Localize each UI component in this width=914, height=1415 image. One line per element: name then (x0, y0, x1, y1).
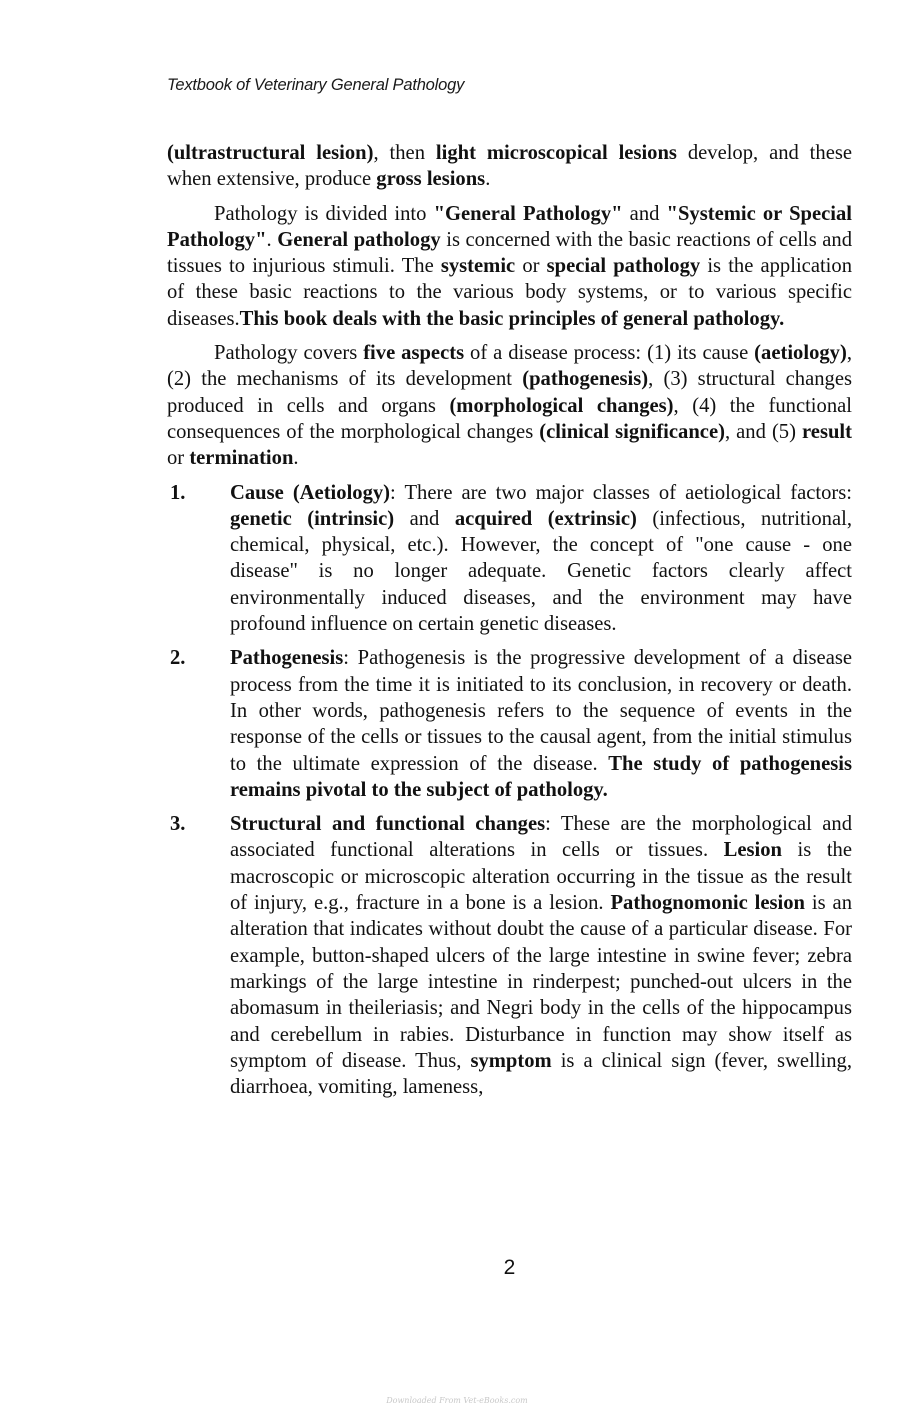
paragraph-3: Pathology covers five aspects of a disease process: (1) its cause (aetiology), (2) the mechanisms of its development (pathogenesis), (3) structural changes produced in cells and organs (morphological changes), (4) the functional consequences of the morphological changes (clinical significance), and (5) result or termination. (167, 342, 852, 470)
paragraph-2: Pathology is divided into "General Pathology" and "Systemic or Special Pathology". General pathology is concerned with the basic reactions of cells and tissues to injurious stimuli. The systemic or special pathology is the application of these basic reactions to the various body systems, or to various specific diseases.This book deals with the basic principles of general pathology. (167, 202, 852, 330)
watermark: Downloaded From Vet-eBooks.com (386, 1396, 528, 1405)
list-number: 1. (170, 481, 186, 504)
list-number: 3. (170, 813, 186, 836)
list-item-text: Cause (Aetiology): There are two major classes of aetiological factors: genetic (intrinsic) and acquired (extrinsic) (infectious, nutritional, chemical, physical, etc.). However, the concept of "one cause - one disease" is no longer adequate. Genetic factors clearly affect environmentally induced diseases, and the environment may have profound influence on certain genetic diseases. (230, 481, 852, 636)
list-item-pathogenesis (167, 645, 852, 803)
page-body (167, 140, 852, 1108)
list-item-text: Pathogenesis: Pathogenesis is the progressive development of a disease process from the time it is initiated to its conclusion, in recovery or death. In other words, pathogenesis refers to the sequence of events in the response of the cells or tissues to the causal agent, from the initial stimulus to the ultimate expression of the disease. The study of pathogenesis remains pivotal to the subject of pathology. (230, 647, 852, 801)
paragraph-1: (ultrastructural lesion), then light microscopical lesions develop, and these when extensive, produce gross lesions. (167, 142, 852, 191)
list-item-cause (167, 480, 852, 638)
list-number: 2. (170, 647, 186, 670)
page-number: 2 (503, 1256, 516, 1279)
running-head: Textbook of Veterinary General Pathology (167, 76, 465, 94)
list-item-structural-changes (167, 811, 852, 1100)
list-item-text: Structural and functional changes: These are the morphological and associated functional alterations in cells or tissues. Lesion is the macroscopic or microscopic alteration occurring in the tissue as the result of injury, e.g., fracture in a bone is a lesion. Pathognomonic lesion is an alteration that indicates without doubt the cause of a particular disease. For example, button-shaped ulcers of the large intestine in swine fever; zebra markings of the large intestine in rinderpest; punched-out ulcers in the abomasum in theileriasis; and Negri body in the cells of the hippocampus and cerebellum in rabies. Disturbance in function may show itself as symptom of disease. Thus, symptom is a clinical sign (fever, swelling, diarrhoea, vomiting, lameness, (230, 813, 852, 1099)
